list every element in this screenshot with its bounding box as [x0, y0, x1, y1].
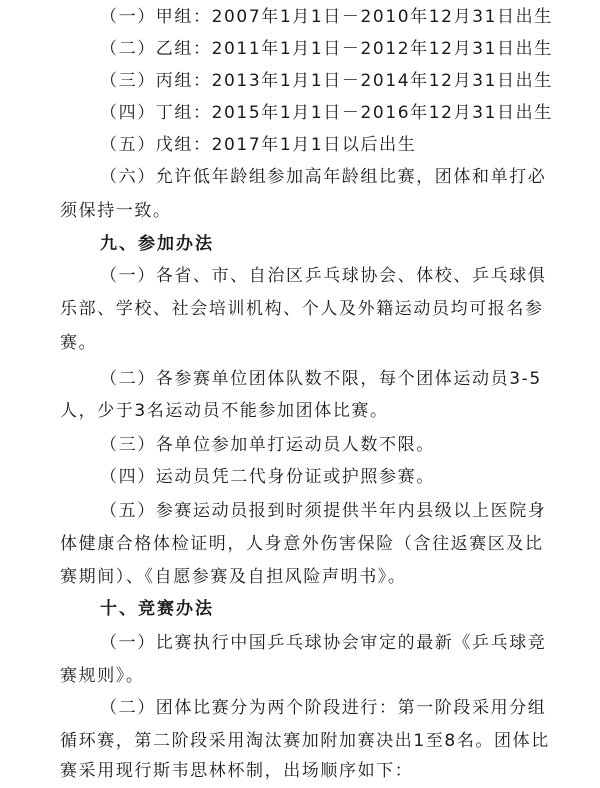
- competition-item-1: （一）比赛执行中国乒乓球协会审定的最新《乒乓球竞: [100, 633, 547, 653]
- age-group-c: （三）丙组：2013年1月1日－2014年12月31日出生: [100, 71, 553, 91]
- participation-item-2: （二）各参赛单位团体队数不限，每个团体运动员3-5: [100, 369, 542, 389]
- participation-item-5-end: 赛期间）、《自愿参赛及自担风险声明书》。: [60, 567, 407, 587]
- competition-item-2-cont: 循环赛，第二阶段采用淘汰赛加附加赛决出1至8名。团体比: [60, 731, 550, 751]
- participation-item-5: （五）参赛运动员报到时须提供半年内县级以上医院身: [100, 501, 547, 521]
- participation-item-5-cont: 体健康合格体检证明，人身意外伤害保险（含往返赛区及比: [60, 534, 544, 554]
- competition-item-2-end: 赛采用现行斯韦思林杯制，出场顺序如下：: [60, 761, 414, 781]
- participation-item-3: （三）各单位参加单打运动员人数不限。: [100, 435, 435, 455]
- competition-item-1-cont: 赛规则》。: [60, 666, 145, 686]
- participation-item-4: （四）运动员凭二代身份证或护照参赛。: [100, 467, 435, 487]
- age-group-b: （二）乙组：2011年1月1日－2012年12月31日出生: [100, 39, 553, 59]
- competition-item-2: （二）团体比赛分为两个阶段进行：第一阶段采用分组: [100, 698, 547, 718]
- participation-item-2-cont: 人，少于3名运动员不能参加团体比赛。: [60, 401, 389, 421]
- section-heading-competition: 十、竞赛办法: [100, 599, 214, 619]
- section-heading-participation: 九、参加办法: [100, 234, 214, 254]
- participation-item-1-cont: 乐部、学校、社会培训机构、个人及外籍运动员均可报名参: [60, 299, 544, 319]
- age-group-a: （一）甲组：2007年1月1日－2010年12月31日出生: [100, 7, 553, 27]
- age-group-rule-cont: 须保持一致。: [60, 201, 172, 221]
- age-group-d: （四）丁组：2015年1月1日－2016年12月31日出生: [100, 103, 553, 123]
- participation-item-1: （一）各省、市、自治区乒乓球协会、体校、乒乓球俱: [100, 266, 547, 286]
- participation-item-1-end: 赛。: [60, 333, 98, 353]
- age-group-e: （五）戊组：2017年1月1日以后出生: [100, 135, 417, 155]
- age-group-rule: （六）允许低年龄组参加高年龄组比赛，团体和单打必: [100, 167, 547, 187]
